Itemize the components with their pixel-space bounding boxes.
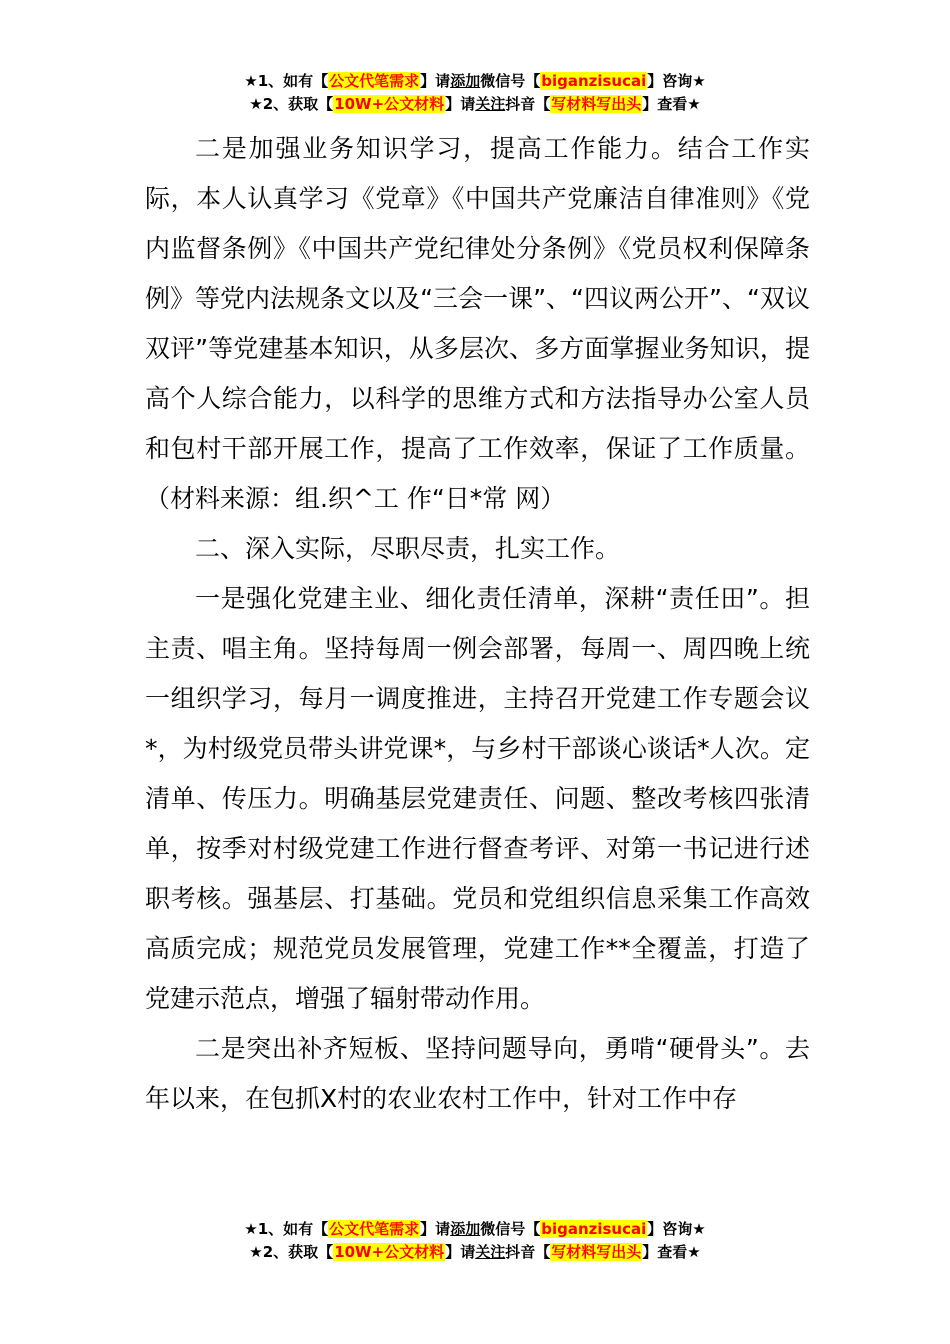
banner-text: ★1、如有【 — [244, 72, 329, 90]
paragraph-business-study: 二是加强业务知识学习，提高工作能力。结合工作实际，本人认真学习《党章》《中国共产党廉洁自律准则》《党内监督条例》《中国共产党纪律处分条例》《党员权利保障条例》等党内法规条文以及“三会一课”、“四议两公开”、“双议双评”等党建基本知识，从多层次、多方面掌握业务知识，提高个人综合能力，以科学的思维方式和方法指导办公室人员和包村干部开展工作，提高了工作效率，保证了工作质量。（材料来源：组.织^工 作“日*常 网） — [145, 134, 810, 513]
banner-line-1 — [0, 70, 950, 93]
banner-text: 】查看★ — [642, 95, 701, 113]
banner-text: 】查看★ — [642, 1243, 701, 1261]
banner-line-1 — [0, 1218, 950, 1241]
highlight-douyin-account: 写材料写出头 — [551, 95, 642, 113]
highlight-materials: 10W+公文材料 — [334, 1243, 445, 1261]
paragraph-party-building: 一是强化党建主业、细化责任清单，深耕“责任田”。担主责、唱主角。坚持每周一例会部署，每周一、周四晚上统一组织学习，每月一调度推进，主持召开党建工作专题会议*，为村级党员带头讲党课*，与乡村干部谈心谈话*人次。定清单、传压力。明确基层党建责任、问题、整改考核四张清单，按季对村级党建工作进行督查考评、对第一书记进行述职考核。强基层、打基础。党员和党组织信息采集工作高效高质完成；规范党员发展管理，党建工作**全覆盖，打造了党建示范点，增强了辐射带动作用。 — [145, 584, 810, 1013]
document-body — [145, 124, 810, 1124]
highlight-douyin-account: 写材料写出头 — [551, 1243, 642, 1261]
highlight-service: 公文代笔需求 — [329, 1220, 420, 1238]
section-heading-practice: 二、深入实际，尽职尽责，扎实工作。 — [195, 534, 621, 563]
banner-text: 微信号【 — [480, 72, 541, 90]
highlight-wechat-id: biganzisucai — [541, 1220, 647, 1238]
banner-text: 抖音【 — [505, 95, 551, 113]
paragraph-shortcomings: 二是突出补齐短板、坚持问题导向，勇啃“硬骨头”。去年以来，在包抓X村的农业农村工作中，针对工作中存 — [145, 1034, 810, 1113]
banner-text: 】咨询★ — [647, 1220, 706, 1238]
banner-underlined-text: 关注 — [475, 1243, 506, 1261]
banner-underlined-text: 关注 — [475, 95, 506, 113]
footer-banner — [0, 1218, 950, 1264]
banner-underlined-text: 添加 — [450, 1220, 481, 1238]
banner-text: 】请 — [445, 95, 476, 113]
banner-text: 】请 — [445, 1243, 476, 1261]
banner-underlined-text: 添加 — [450, 72, 481, 90]
banner-text: ★2、获取【 — [249, 1243, 334, 1261]
highlight-wechat-id: biganzisucai — [541, 72, 647, 90]
header-banner — [0, 70, 950, 116]
banner-text: 】请 — [420, 72, 451, 90]
banner-text: 】请 — [420, 1220, 451, 1238]
banner-text: ★1、如有【 — [244, 1220, 329, 1238]
banner-line-2 — [0, 1241, 950, 1264]
banner-text: 微信号【 — [480, 1220, 541, 1238]
banner-line-2 — [0, 93, 950, 116]
banner-text: ★2、获取【 — [249, 95, 334, 113]
banner-text: 】咨询★ — [647, 72, 706, 90]
highlight-materials: 10W+公文材料 — [334, 95, 445, 113]
highlight-service: 公文代笔需求 — [329, 72, 420, 90]
banner-text: 抖音【 — [505, 1243, 551, 1261]
